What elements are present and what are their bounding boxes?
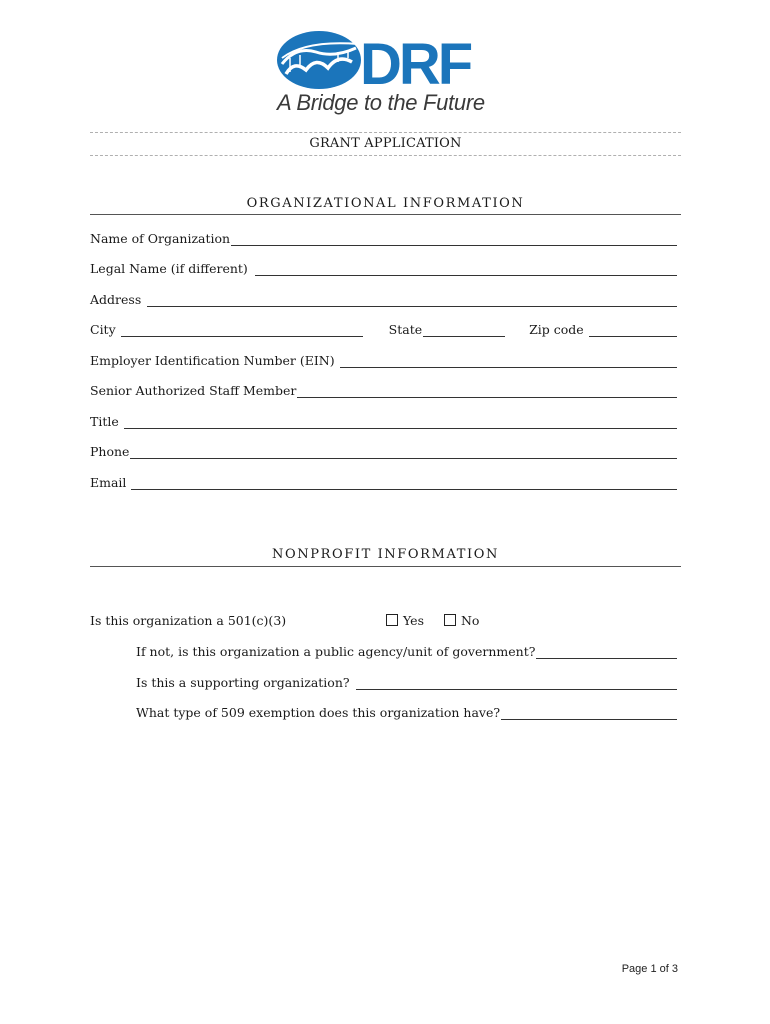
org-name-row <box>90 228 677 246</box>
email-label: Email <box>90 475 127 490</box>
staff-row <box>90 380 677 398</box>
org-name-field[interactable] <box>231 232 677 246</box>
q501-label: Is this organization a 501(c)(3) <box>90 613 287 628</box>
drf-logo-mark <box>276 28 486 92</box>
title-row <box>90 411 677 429</box>
header-dashed-top <box>90 132 681 133</box>
nonprofit-section-rule <box>90 566 681 567</box>
email-row <box>90 472 677 490</box>
address-label: Address <box>90 292 142 307</box>
ein-field[interactable] <box>340 354 677 368</box>
city-label: City <box>90 322 116 337</box>
legal-name-label: Legal Name (if different) <box>90 261 248 276</box>
logo-tagline: A Bridge to the Future <box>277 90 485 115</box>
org-name-label: Name of Organization <box>90 231 231 246</box>
public-agency-row <box>136 641 677 659</box>
supporting-org-field[interactable] <box>356 676 677 690</box>
supporting-org-label: Is this a supporting organization? <box>136 675 350 690</box>
city-state-zip-row <box>90 319 677 337</box>
no-checkbox[interactable] <box>444 614 456 626</box>
address-row <box>90 289 677 307</box>
org-section-rule <box>90 214 681 215</box>
email-field[interactable] <box>131 476 677 490</box>
exemption-field[interactable] <box>501 706 677 720</box>
staff-label: Senior Authorized Staff Member <box>90 383 297 398</box>
org-section-title: ORGANIZATIONAL INFORMATION <box>246 196 525 211</box>
exemption-label: What type of 509 exemption does this organization have? <box>136 705 501 720</box>
address-field[interactable] <box>147 293 677 307</box>
exemption-row <box>136 702 677 720</box>
ein-row <box>90 350 677 368</box>
no-option[interactable] <box>444 613 479 628</box>
ein-label: Employer Identification Number (EIN) <box>90 353 335 368</box>
yes-option[interactable] <box>386 613 424 628</box>
title-field[interactable] <box>124 415 677 429</box>
page-number: Page 1 of 3 <box>621 963 678 975</box>
no-label: No <box>460 613 480 628</box>
public-agency-label: If not, is this organization a public agency/unit of government? <box>136 644 536 659</box>
document-title: GRANT APPLICATION <box>309 136 462 151</box>
phone-label: Phone <box>90 444 130 459</box>
public-agency-field[interactable] <box>536 645 677 659</box>
state-label: State <box>388 322 423 337</box>
state-field[interactable] <box>423 323 505 337</box>
q501-row <box>90 610 677 628</box>
phone-row <box>90 441 677 459</box>
legal-name-row <box>90 258 677 276</box>
zip-field[interactable] <box>589 323 677 337</box>
city-field[interactable] <box>121 323 363 337</box>
yes-checkbox[interactable] <box>386 614 398 626</box>
drf-logo-text: DRF <box>360 32 471 92</box>
header-dashed-bottom <box>90 155 681 156</box>
zip-label: Zip code <box>529 322 584 337</box>
nonprofit-section-title: NONPROFIT INFORMATION <box>272 547 499 562</box>
yes-label: Yes <box>403 613 424 628</box>
legal-name-field[interactable] <box>255 262 677 276</box>
supporting-org-row <box>136 672 677 690</box>
title-label: Title <box>90 414 119 429</box>
phone-field[interactable] <box>130 445 677 459</box>
staff-field[interactable] <box>297 384 677 398</box>
